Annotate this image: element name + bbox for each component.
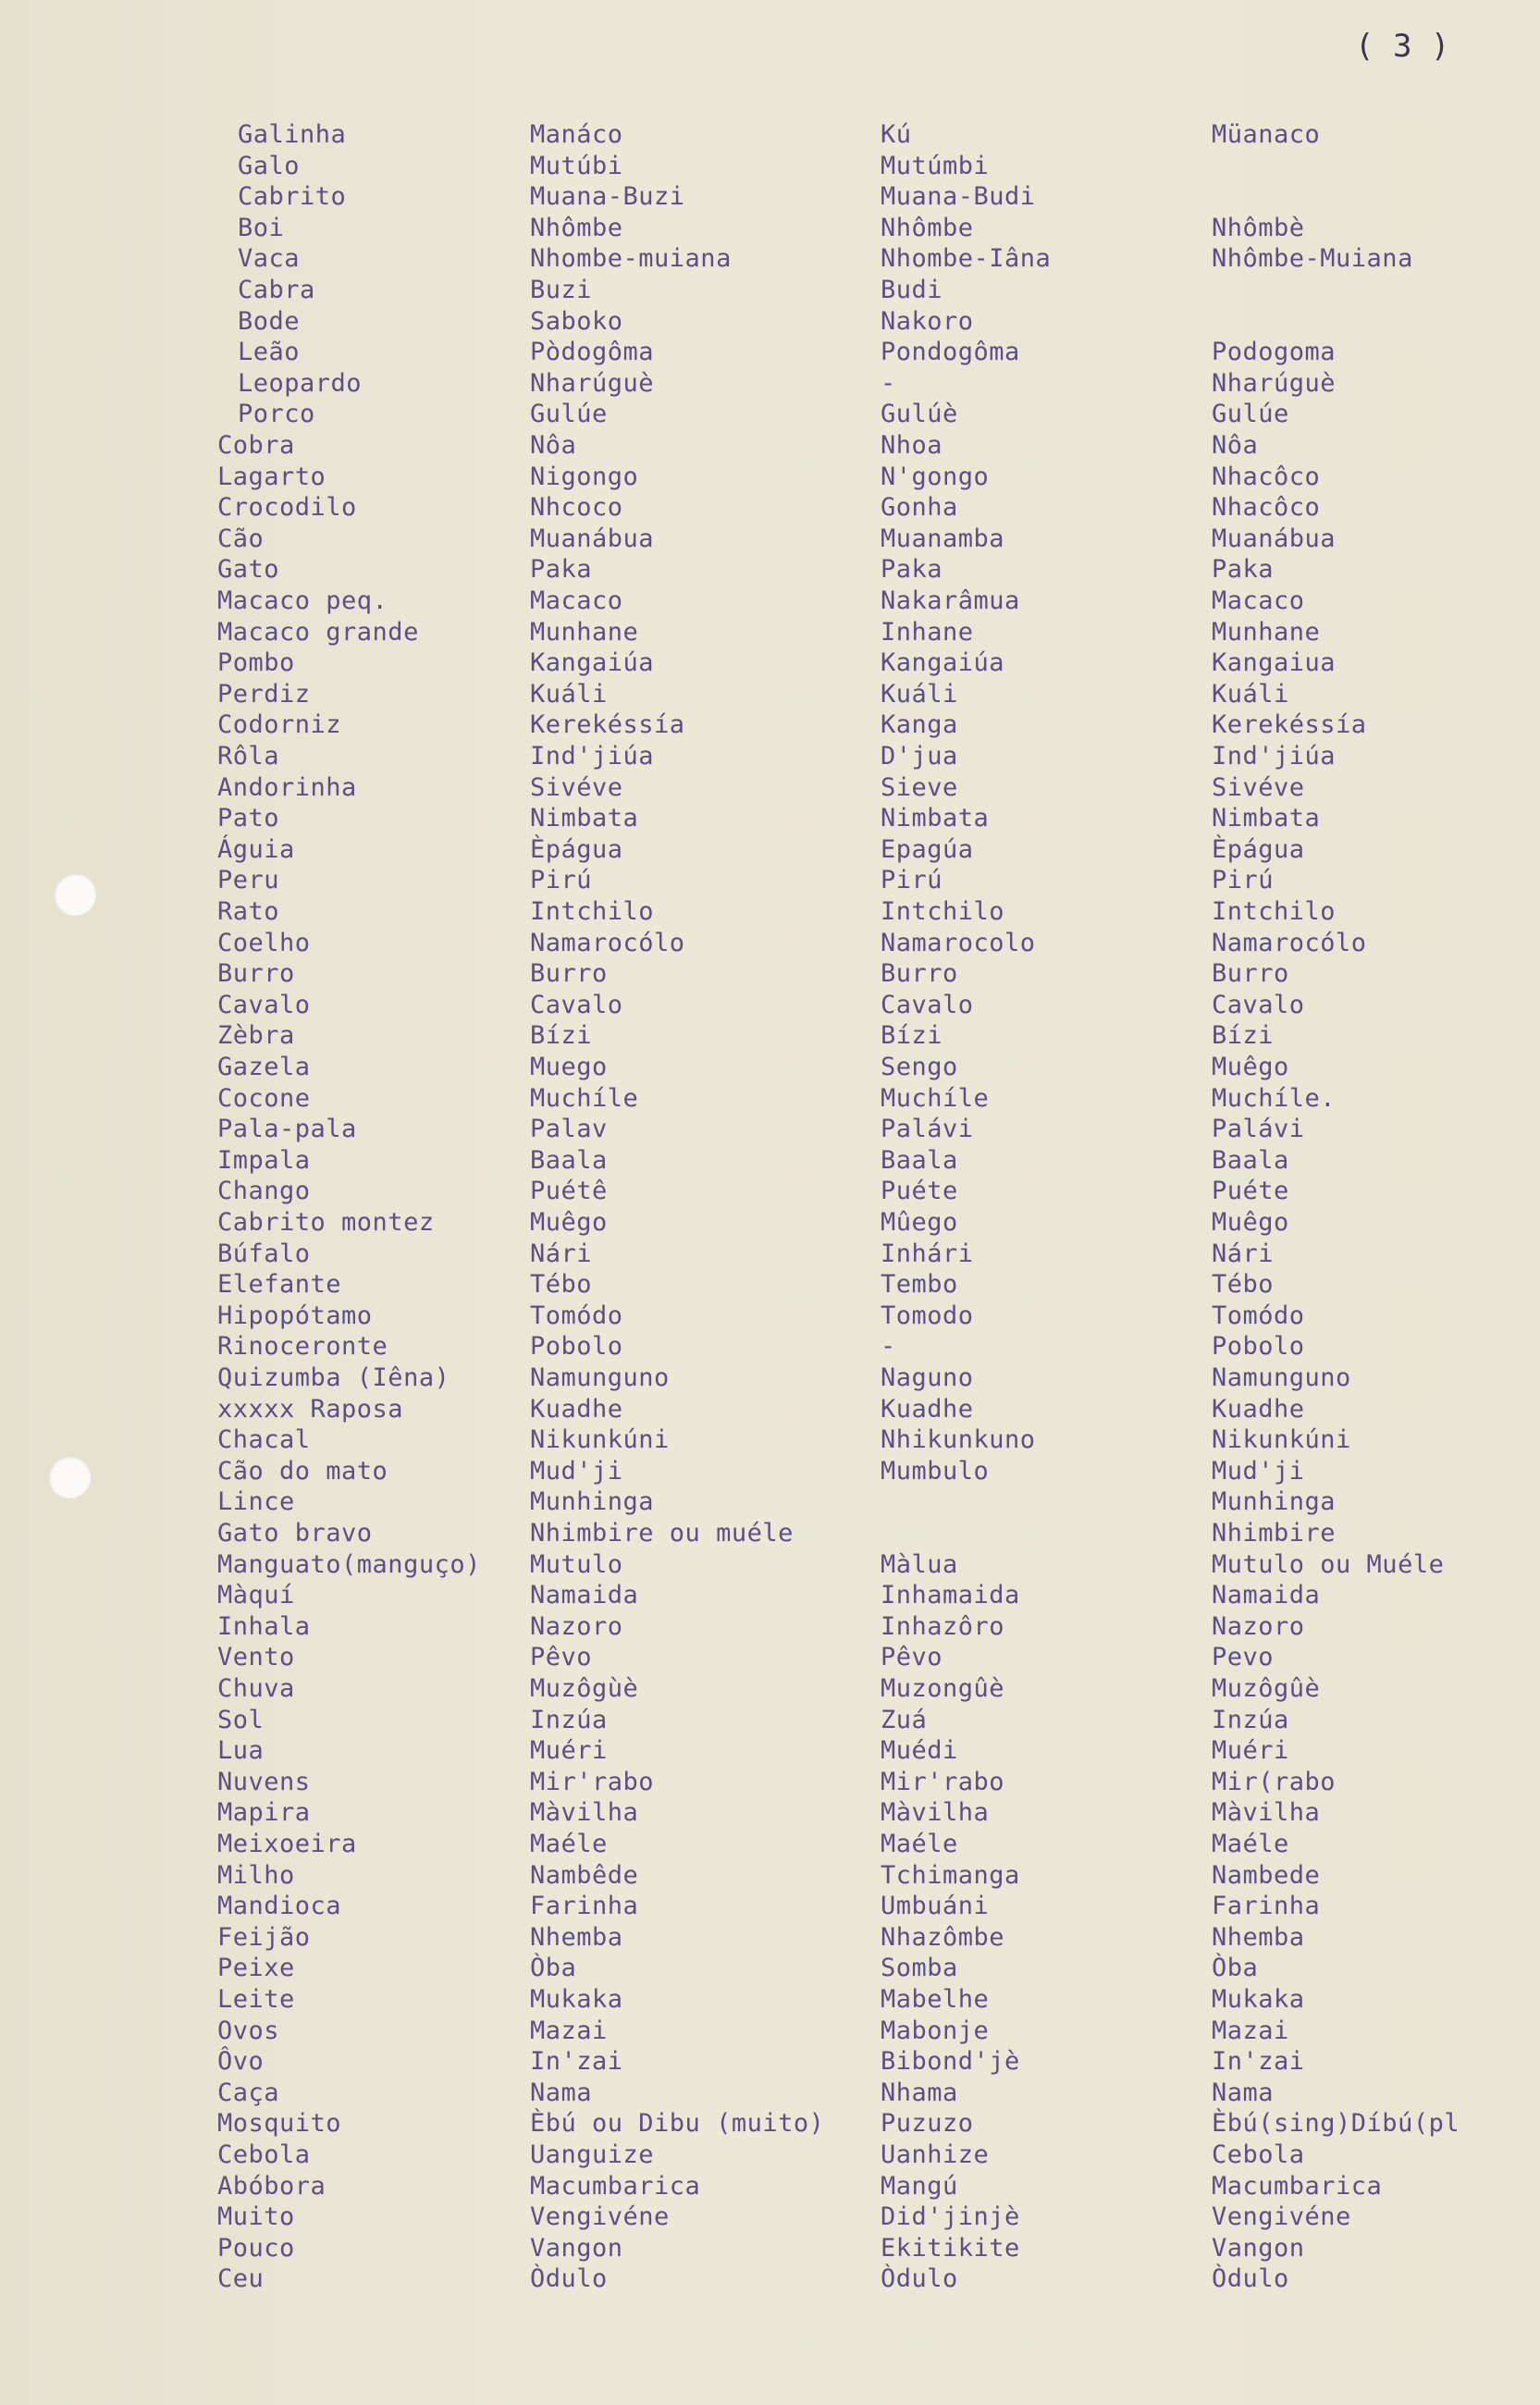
language_c-cell: Nimbata (1212, 804, 1321, 832)
language_a-cell: Nigongo (530, 462, 639, 491)
language_c-cell: Namaida (1212, 1581, 1321, 1610)
portuguese-cell: Chuva (217, 1674, 295, 1703)
language_c-cell: Muchíle. (1212, 1084, 1337, 1113)
language_c-cell: Mud'ji (1212, 1457, 1305, 1486)
portuguese-cell: Pala-pala (217, 1115, 357, 1143)
language_a-cell: Sivéve (530, 773, 623, 802)
language_c-cell: Burro (1212, 959, 1289, 988)
language_a-cell: Mud'ji (530, 1457, 623, 1486)
portuguese-cell: Águia (217, 835, 295, 864)
portuguese-cell: Lua (217, 1736, 265, 1765)
language_b-cell: Tomodo (881, 1301, 974, 1330)
portuguese-cell: Burro (217, 959, 295, 988)
language_a-cell: Vengivéne (530, 2202, 670, 2231)
language_a-cell: Nambêde (530, 1861, 639, 1890)
language_b-cell: Inhazôro (881, 1612, 1005, 1641)
language_a-cell: Muzôgùè (530, 1674, 639, 1703)
language_b-cell: Nhazômbe (881, 1923, 1005, 1952)
portuguese-cell: Codorniz (217, 710, 342, 739)
language_c-cell: Kerekéssía (1212, 710, 1367, 739)
portuguese-cell: Feijão (217, 1923, 311, 1952)
language_b-cell: Burro (881, 959, 958, 988)
language_b-cell: - (881, 1332, 896, 1361)
language_c-cell: Nhimbire (1212, 1519, 1337, 1548)
language_a-cell: Vangon (530, 2234, 623, 2263)
language_c-cell: Maéle (1212, 1830, 1289, 1858)
language_a-cell: Palav (530, 1115, 608, 1143)
language_b-cell: Kangaiúa (881, 648, 1005, 677)
language_b-cell: Tembo (881, 1270, 958, 1299)
language_b-cell: Epagúa (881, 835, 974, 864)
language_b-cell: Somba (881, 1954, 958, 1982)
language_c-cell: Nári (1212, 1240, 1275, 1268)
language_c-cell: Òdulo (1212, 2264, 1289, 2293)
portuguese-cell: Cavalo (217, 991, 311, 1019)
language_a-cell: Namunguno (530, 1363, 670, 1392)
language_a-cell: Manáco (530, 120, 623, 149)
language_c-cell: Nhômbè (1212, 214, 1305, 242)
language_b-cell: Inhári (881, 1240, 974, 1268)
language_b-cell: Cavalo (881, 991, 974, 1019)
language_b-cell: Zuá (881, 1706, 928, 1734)
language_a-cell: In'zai (530, 2047, 623, 2076)
language_b-cell: Paka (881, 555, 943, 584)
language_c-cell: Namunguno (1212, 1363, 1351, 1392)
language_c-cell: Vangon (1212, 2234, 1305, 2263)
language_a-cell: Mutúbi (530, 152, 623, 180)
language_b-cell: Inhamaida (881, 1581, 1020, 1610)
portuguese-cell: Caça (217, 2078, 280, 2107)
portuguese-cell: Cão (217, 524, 265, 553)
language_b-cell: Nimbata (881, 804, 990, 832)
language_c-cell: Òba (1212, 1954, 1259, 1982)
language_a-cell: Baala (530, 1146, 608, 1175)
language_a-cell: Cavalo (530, 991, 623, 1019)
language_a-cell: Mir'rabo (530, 1768, 655, 1796)
language_b-cell: Mir'rabo (881, 1768, 1005, 1796)
language_a-cell: Òdulo (530, 2264, 608, 2293)
language_b-cell: Pondogôma (881, 338, 1020, 366)
portuguese-cell: Búfalo (217, 1240, 311, 1268)
portuguese-cell: Sol (217, 1706, 265, 1734)
language_b-cell: Puzuzo (881, 2109, 974, 2138)
portuguese-cell: Perdiz (217, 680, 311, 709)
language_b-cell: Nhoa (881, 431, 943, 460)
language_a-cell: Kuadhe (530, 1395, 623, 1424)
portuguese-cell: xxxxx Raposa (217, 1395, 404, 1424)
language_a-cell: Mutulo (530, 1550, 623, 1579)
portuguese-cell: Galinha (238, 120, 347, 149)
language_c-cell: Mazai (1212, 2016, 1289, 2045)
portuguese-cell: Pombo (217, 648, 295, 677)
language_b-cell: Nakarâmua (881, 586, 1020, 615)
portuguese-cell: Gazela (217, 1053, 311, 1081)
portuguese-cell: Manguato(manguço) (217, 1550, 481, 1579)
portuguese-cell: Peixe (217, 1954, 295, 1982)
language_c-cell: Nhacôco (1212, 493, 1321, 522)
language_c-cell: Pirú (1212, 866, 1275, 894)
language_c-cell: Gulúe (1212, 400, 1289, 428)
language_a-cell: Ind'jiúa (530, 742, 655, 771)
portuguese-cell: Abóbora (217, 2172, 326, 2201)
language_c-cell: Inzúa (1212, 1706, 1289, 1734)
portuguese-cell: Pouco (217, 2234, 295, 2263)
language_c-cell: Mir(rabo (1212, 1768, 1337, 1796)
language_c-cell: Mukaka (1212, 1985, 1305, 2014)
language_a-cell: Pêvo (530, 1643, 593, 1671)
portuguese-cell: Milho (217, 1861, 295, 1890)
language_b-cell: Mabonje (881, 2016, 990, 2045)
language_c-cell: Nazoro (1212, 1612, 1305, 1641)
language_a-cell: Intchilo (530, 897, 655, 926)
language_b-cell: Nhombe-Iâna (881, 244, 1052, 273)
language_c-cell: Muêgo (1212, 1208, 1289, 1237)
language_a-cell: Nikunkúni (530, 1425, 670, 1454)
portuguese-cell: Mosquito (217, 2109, 342, 2138)
language_b-cell: N'gongo (881, 462, 990, 491)
language_b-cell: Màlua (881, 1550, 958, 1579)
language_c-cell: Farinha (1212, 1892, 1321, 1920)
language_c-cell: Palávi (1212, 1115, 1305, 1143)
language_c-cell: Muêgo (1212, 1053, 1289, 1081)
language_a-cell: Muéri (530, 1736, 608, 1765)
language_b-cell: Nhama (881, 2078, 958, 2107)
language_c-cell: Baala (1212, 1146, 1289, 1175)
language_a-cell: Puétê (530, 1177, 608, 1205)
language_b-cell: Budi (881, 276, 943, 304)
portuguese-cell: Leopardo (238, 369, 363, 398)
language_c-cell: Pevo (1212, 1643, 1275, 1671)
portuguese-cell: Chango (217, 1177, 311, 1205)
language_a-cell: Macumbarica (530, 2172, 701, 2201)
language_a-cell: Buzi (530, 276, 593, 304)
language_c-cell: Mutulo ou Muéle (1212, 1550, 1445, 1579)
language_a-cell: Muana-Buzi (530, 182, 685, 211)
language_b-cell: Muanamba (881, 524, 1005, 553)
language_b-cell: D'jua (881, 742, 958, 771)
portuguese-cell: Gato bravo (217, 1519, 373, 1548)
language_a-cell: Kuáli (530, 680, 608, 709)
portuguese-cell: Lince (217, 1487, 295, 1516)
portuguese-cell: Cocone (217, 1084, 311, 1113)
language_a-cell: Namarocólo (530, 929, 685, 957)
language_b-cell: Muzongûè (881, 1674, 1005, 1703)
language_b-cell: Inhane (881, 618, 974, 647)
language_a-cell: Gulúe (530, 400, 608, 428)
language_b-cell: Gulúè (881, 400, 958, 428)
language_b-cell: Intchilo (881, 897, 1005, 926)
language_a-cell: Nôa (530, 431, 577, 460)
portuguese-cell: Coelho (217, 929, 311, 957)
language_c-cell: Podogoma (1212, 338, 1337, 366)
language_a-cell: Nhemba (530, 1923, 623, 1952)
language_a-cell: Mazai (530, 2016, 608, 2045)
portuguese-cell: Andorinha (217, 773, 357, 802)
language_a-cell: Pirú (530, 866, 593, 894)
portuguese-cell: Rôla (217, 742, 280, 771)
portuguese-cell: Chacal (217, 1425, 311, 1454)
language_c-cell: Èpágua (1212, 835, 1305, 864)
language_a-cell: Macaco (530, 586, 623, 615)
language_b-cell: Baala (881, 1146, 958, 1175)
language_c-cell: Namarocólo (1212, 929, 1367, 957)
language_b-cell: Muédi (881, 1736, 958, 1765)
language_c-cell: Macumbarica (1212, 2172, 1383, 2201)
language_a-cell: Kangaiúa (530, 648, 655, 677)
language_c-cell: Macaco (1212, 586, 1305, 615)
language_b-cell: Nhikunkuno (881, 1425, 1036, 1454)
language_c-cell: Munhane (1212, 618, 1321, 647)
portuguese-cell: Ôvo (217, 2047, 265, 2076)
language_c-cell: Nhômbe-Muiana (1212, 244, 1413, 273)
portuguese-cell: Lagarto (217, 462, 326, 491)
portuguese-cell: Mandioca (217, 1892, 342, 1920)
language_a-cell: Saboko (530, 307, 623, 336)
portuguese-cell: Peru (217, 866, 280, 894)
language_a-cell: Màvilha (530, 1798, 639, 1827)
language_a-cell: Muêgo (530, 1208, 608, 1237)
language_c-cell: Ind'jiúa (1212, 742, 1337, 771)
portuguese-cell: Vento (217, 1643, 295, 1671)
language_a-cell: Èpágua (530, 835, 623, 864)
language_c-cell: Muéri (1212, 1736, 1289, 1765)
portuguese-cell: Gato (217, 555, 280, 584)
language_a-cell: Tébo (530, 1270, 593, 1299)
portuguese-cell: Cão do mato (217, 1457, 388, 1486)
language_b-cell: Mabelhe (881, 1985, 990, 2014)
language_a-cell: Nári (530, 1240, 593, 1268)
language_a-cell: Nimbata (530, 804, 639, 832)
language_c-cell: Nôa (1212, 431, 1259, 460)
language_c-cell: Sivéve (1212, 773, 1305, 802)
language_b-cell: Sengo (881, 1053, 958, 1081)
portuguese-cell: Ovos (217, 2016, 280, 2045)
language_a-cell: Pobolo (530, 1332, 623, 1361)
portuguese-cell: Cobra (217, 431, 295, 460)
language_a-cell: Tomódo (530, 1301, 623, 1330)
portuguese-cell: Macaco grande (217, 618, 419, 647)
language_b-cell: Did'jinjè (881, 2202, 1020, 2231)
language_c-cell: Pobolo (1212, 1332, 1305, 1361)
portuguese-cell: Crocodilo (217, 493, 357, 522)
language_b-cell: Sieve (881, 773, 958, 802)
language_c-cell: Cavalo (1212, 991, 1305, 1019)
language_b-cell: Kuáli (881, 680, 958, 709)
language_a-cell: Bízi (530, 1021, 593, 1050)
language_c-cell: Kuáli (1212, 680, 1289, 709)
portuguese-cell: Boi (238, 214, 285, 242)
language_b-cell: Nhômbe (881, 214, 974, 242)
portuguese-cell: Porco (238, 400, 315, 428)
portuguese-cell: Leão (238, 338, 301, 366)
binder-hole-bottom (48, 1456, 91, 1498)
language_b-cell: - (881, 369, 896, 398)
language_a-cell: Farinha (530, 1892, 639, 1920)
language_b-cell: Namarocolo (881, 929, 1036, 957)
language_a-cell: Nhcoco (530, 493, 623, 522)
portuguese-cell: Cabrito (238, 182, 347, 211)
language_c-cell: Tébo (1212, 1270, 1275, 1299)
language_c-cell: Munhinga (1212, 1487, 1337, 1516)
portuguese-cell: Vaca (238, 244, 301, 273)
language_c-cell: Cebola (1212, 2140, 1305, 2169)
language_b-cell: Kanga (881, 710, 958, 739)
language_a-cell: Èbú ou Dibu (muito) (530, 2109, 825, 2138)
language_a-cell: Mukaka (530, 1985, 623, 2014)
language_a-cell: Munhane (530, 618, 639, 647)
language_c-cell: Nikunkúni (1212, 1425, 1351, 1454)
language_a-cell: Nazoro (530, 1612, 623, 1641)
language_a-cell: Pòdogôma (530, 338, 655, 366)
language_b-cell: Puéte (881, 1177, 958, 1205)
portuguese-cell: Ceu (217, 2264, 265, 2293)
language_b-cell: Kú (881, 120, 912, 149)
portuguese-cell: Màquí (217, 1581, 295, 1610)
portuguese-cell: Cabra (238, 276, 315, 304)
portuguese-cell: Rato (217, 897, 280, 926)
language_c-cell: Muanábua (1212, 524, 1337, 553)
language_a-cell: Kerekéssía (530, 710, 685, 739)
language_b-cell: Ekitikite (881, 2234, 1020, 2263)
language_a-cell: Paka (530, 555, 593, 584)
page-number: ( 3 ) (1355, 28, 1450, 65)
language_c-cell: Nambede (1212, 1861, 1321, 1890)
language_c-cell: Vengivéne (1212, 2202, 1351, 2231)
language_b-cell: Kuadhe (881, 1395, 974, 1424)
language_c-cell: Puéte (1212, 1177, 1289, 1205)
language_a-cell: Maéle (530, 1830, 608, 1858)
language_b-cell: Mutúmbi (881, 152, 990, 180)
language_b-cell: Nakoro (881, 307, 974, 336)
language_b-cell: Muchíle (881, 1084, 990, 1113)
language_c-cell: Bízi (1212, 1021, 1275, 1050)
language_a-cell: Nhombe-muiana (530, 244, 732, 273)
portuguese-cell: Cabrito montez (217, 1208, 435, 1237)
portuguese-cell: Quizumba (Iêna) (217, 1363, 450, 1392)
language_b-cell: Mûego (881, 1208, 958, 1237)
language_c-cell: Kuadhe (1212, 1395, 1305, 1424)
language_a-cell: Uanguize (530, 2140, 655, 2169)
portuguese-cell: Macaco peq. (217, 586, 388, 615)
language_c-cell: Nhemba (1212, 1923, 1305, 1952)
language_b-cell: Mumbulo (881, 1457, 990, 1486)
language_a-cell: Muanábua (530, 524, 655, 553)
language_c-cell: Kangaiua (1212, 648, 1337, 677)
portuguese-cell: Meixoeira (217, 1830, 357, 1858)
language_b-cell: Muana-Budi (881, 182, 1036, 211)
language_c-cell: Intchilo (1212, 897, 1337, 926)
language_c-cell: Müanaco (1212, 120, 1321, 149)
portuguese-cell: Impala (217, 1146, 311, 1175)
portuguese-cell: Muito (217, 2202, 295, 2231)
language_b-cell: Pirú (881, 866, 943, 894)
language_b-cell: Pêvo (881, 1643, 943, 1671)
language_b-cell: Palávi (881, 1115, 974, 1143)
portuguese-cell: Rinoceronte (217, 1332, 388, 1361)
language_b-cell: Tchimanga (881, 1861, 1020, 1890)
language_a-cell: Munhinga (530, 1487, 655, 1516)
language_c-cell: In'zai (1212, 2047, 1305, 2076)
language_c-cell: Muzôgûè (1212, 1674, 1321, 1703)
language_a-cell: Nhômbe (530, 214, 623, 242)
language_b-cell: Màvilha (881, 1798, 990, 1827)
language_a-cell: Inzúa (530, 1706, 608, 1734)
portuguese-cell: Inhala (217, 1612, 311, 1641)
language_b-cell: Maéle (881, 1830, 958, 1858)
language_a-cell: Namaida (530, 1581, 639, 1610)
language_c-cell: Èbú(sing)Díbú(pl (1212, 2109, 1460, 2138)
portuguese-cell: Leite (217, 1985, 295, 2014)
language_c-cell: Nharúguè (1212, 369, 1337, 398)
language_a-cell: Nama (530, 2078, 593, 2107)
portuguese-cell: Cebola (217, 2140, 311, 2169)
portuguese-cell: Elefante (217, 1270, 342, 1299)
language_c-cell: Tomódo (1212, 1301, 1305, 1330)
language_a-cell: Nharúguè (530, 369, 655, 398)
language_a-cell: Òba (530, 1954, 577, 1982)
language_b-cell: Uanhize (881, 2140, 990, 2169)
language_b-cell: Gonha (881, 493, 958, 522)
language_b-cell: Umbuáni (881, 1892, 990, 1920)
language_a-cell: Muchíle (530, 1084, 639, 1113)
portuguese-cell: Nuvens (217, 1768, 311, 1796)
language_b-cell: Mangú (881, 2172, 958, 2201)
language_c-cell: Paka (1212, 555, 1275, 584)
language_b-cell: Naguno (881, 1363, 974, 1392)
portuguese-cell: Bode (238, 307, 301, 336)
portuguese-cell: Pato (217, 804, 280, 832)
language_c-cell: Nama (1212, 2078, 1275, 2107)
language_a-cell: Burro (530, 959, 608, 988)
portuguese-cell: Zèbra (217, 1021, 295, 1050)
language_a-cell: Muego (530, 1053, 608, 1081)
language_c-cell: Nhacôco (1212, 462, 1321, 491)
portuguese-cell: Hipopótamo (217, 1301, 373, 1330)
language_a-cell: Nhimbire ou muéle (530, 1519, 794, 1548)
language_b-cell: Òdulo (881, 2264, 958, 2293)
portuguese-cell: Mapira (217, 1798, 311, 1827)
language_b-cell: Bízi (881, 1021, 943, 1050)
language_b-cell: Bibond'jè (881, 2047, 1020, 2076)
language_c-cell: Màvilha (1212, 1798, 1321, 1827)
portuguese-cell: Galo (238, 152, 301, 180)
binder-hole-top (54, 873, 96, 916)
